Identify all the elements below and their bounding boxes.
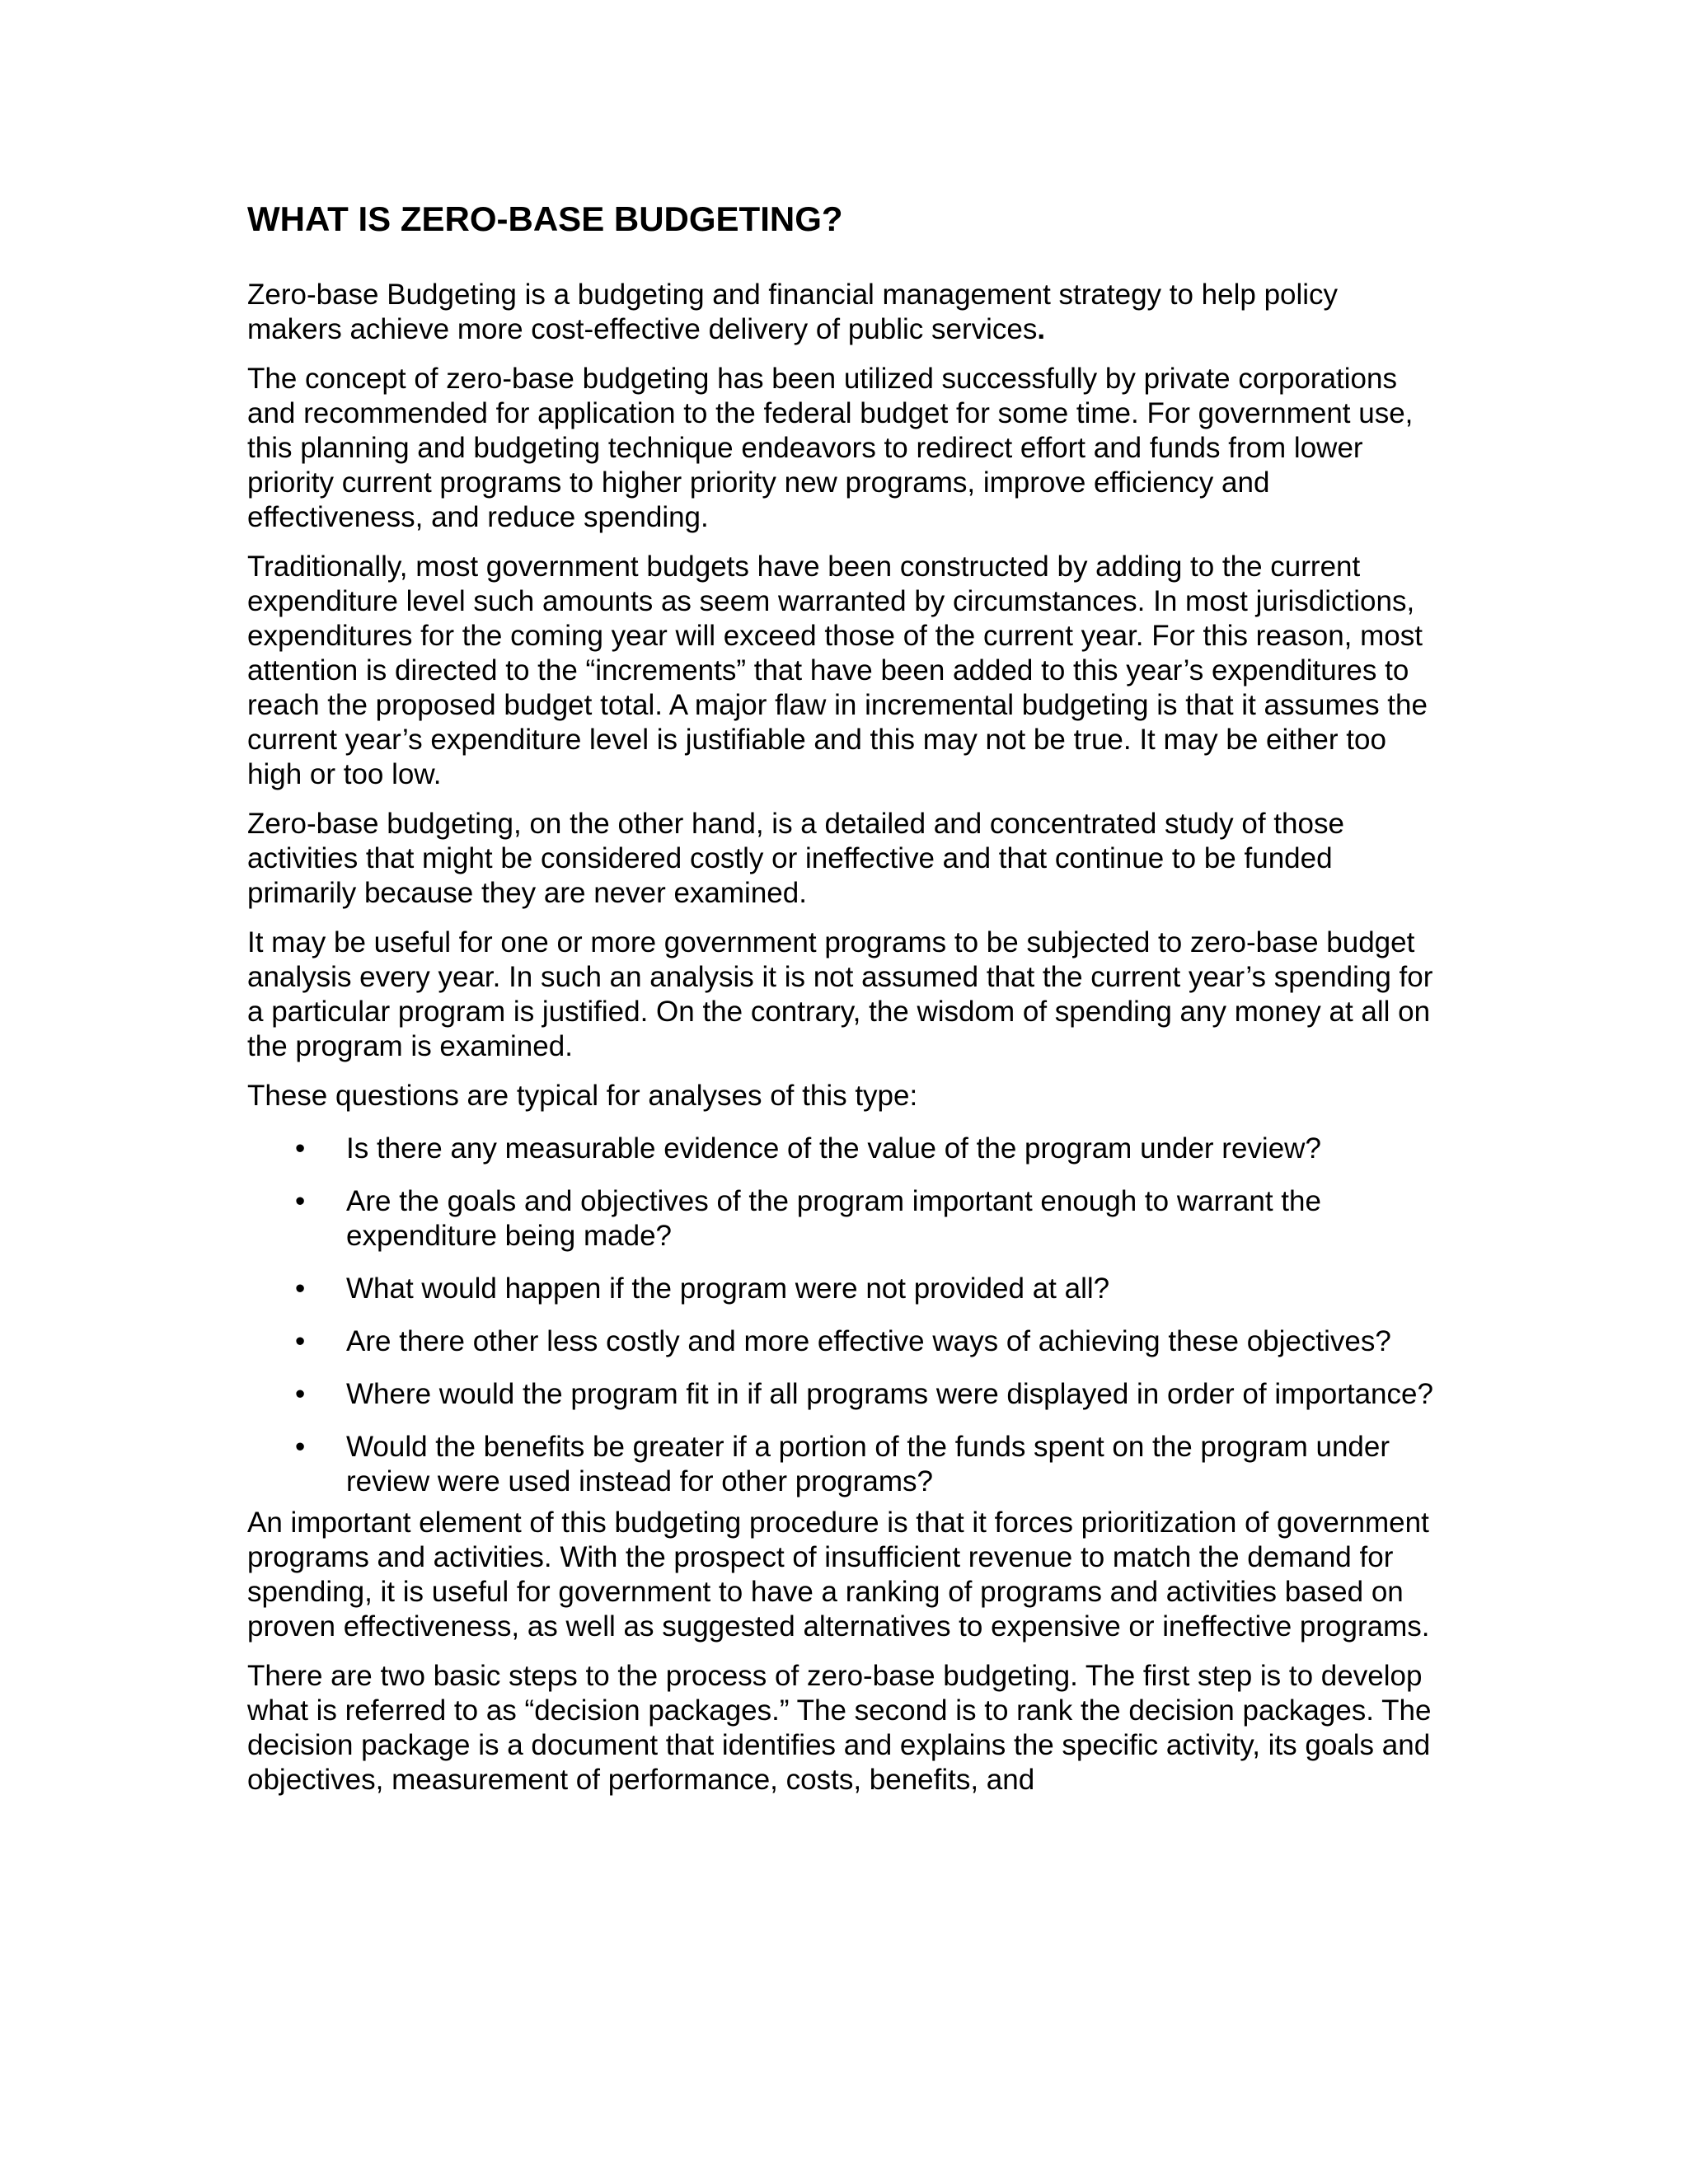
intro-paragraph: [247, 278, 1434, 347]
paragraph-detailed-study: Zero-base budgeting, on the other hand, is a detailed and concentrated study of those activities that might be considered costly or ineffective and that continue to be funded primarily because they are never examined.: [247, 808, 1344, 909]
list-item: [247, 1184, 1434, 1254]
paragraph-annual-analysis: It may be useful for one or more government programs to be subjected to zero-base budget analysis every year. In such an analysis it is not assumed that the current year’s spending for a particular program is justified. On the contrary, the wisdom of spending any money at all on the program is examined.: [247, 926, 1433, 1062]
paragraph-traditional: Traditionally, most government budgets have been constructed by adding to the current expenditure level such amounts as seem warranted by circumstances. In most jurisdictions, expenditures for the coming year will exceed those of the current year. For this reason, most attention is directed to the “increments” that have been added to this year’s expenditures to reach the proposed budget total. A major flaw in incremental budgeting is that it assumes the current year’s expenditure level is justifiable and this may not be true. It may be either too high or too low.: [247, 551, 1428, 790]
document-page: [247, 198, 1434, 1812]
paragraph-questions-intro: These questions are typical for analyses of this type:: [247, 1080, 918, 1112]
list-item: [247, 1377, 1434, 1412]
list-item-text: Are the goals and objectives of the program important enough to warrant the expenditure being made?: [346, 1185, 1321, 1252]
list-item-text: Would the benefits be greater if a portion of the funds spent on the program under review were used instead for other programs?: [346, 1431, 1390, 1497]
bullet-icon: •: [295, 1431, 306, 1463]
intro-period: .: [1037, 313, 1046, 345]
list-item: [247, 1132, 1434, 1166]
paragraph-concept: The concept of zero-base budgeting has been utilized successfully by private corporations and recommended for application to the federal budget for some time. For government use, this planning and budgeting technique endeavors to redirect effort and funds from lower priority current programs to higher priority new programs, improve efficiency and effectiveness, and reduce spending.: [247, 363, 1414, 533]
page-title: WHAT IS ZERO-BASE BUDGETING?: [247, 199, 843, 238]
paragraph-two-steps: There are two basic steps to the process of zero-base budgeting. The first step is to develop what is referred to as “decision packages.” The second is to rank the decision packages. The decision package is a document that identifies and explains the specific activity, its goals and objectives, measurement of performance, costs, benefits, and: [247, 1660, 1432, 1796]
list-item-text: Where would the program fit in if all programs were displayed in order of importance?: [346, 1378, 1433, 1410]
bullet-icon: •: [295, 1132, 306, 1165]
bullet-icon: •: [295, 1272, 306, 1305]
bullet-icon: •: [295, 1185, 306, 1217]
paragraph-prioritization: An important element of this budgeting procedure is that it forces prioritization of government programs and activities. With the prospect of insufficient revenue to match the demand for spending, it is useful for government to have a ranking of programs and activities based on proven effectiveness, as well as suggested alternatives to expensive or ineffective programs.: [247, 1507, 1430, 1643]
list-item-text: What would happen if the program were not provided at all?: [346, 1272, 1110, 1305]
questions-list: [247, 1132, 1434, 1499]
list-item: [247, 1430, 1434, 1499]
bullet-icon: •: [295, 1325, 306, 1357]
intro-text: Zero-base Budgeting is a budgeting and financial management strategy to help policy makers achieve more cost-effective delivery of public services: [247, 279, 1339, 345]
list-item: [247, 1272, 1434, 1306]
list-item: [247, 1324, 1434, 1359]
bullet-icon: •: [295, 1378, 306, 1410]
list-item-text: Are there other less costly and more effective ways of achieving these objectives?: [346, 1325, 1391, 1357]
list-item-text: Is there any measurable evidence of the value of the program under review?: [346, 1132, 1321, 1165]
